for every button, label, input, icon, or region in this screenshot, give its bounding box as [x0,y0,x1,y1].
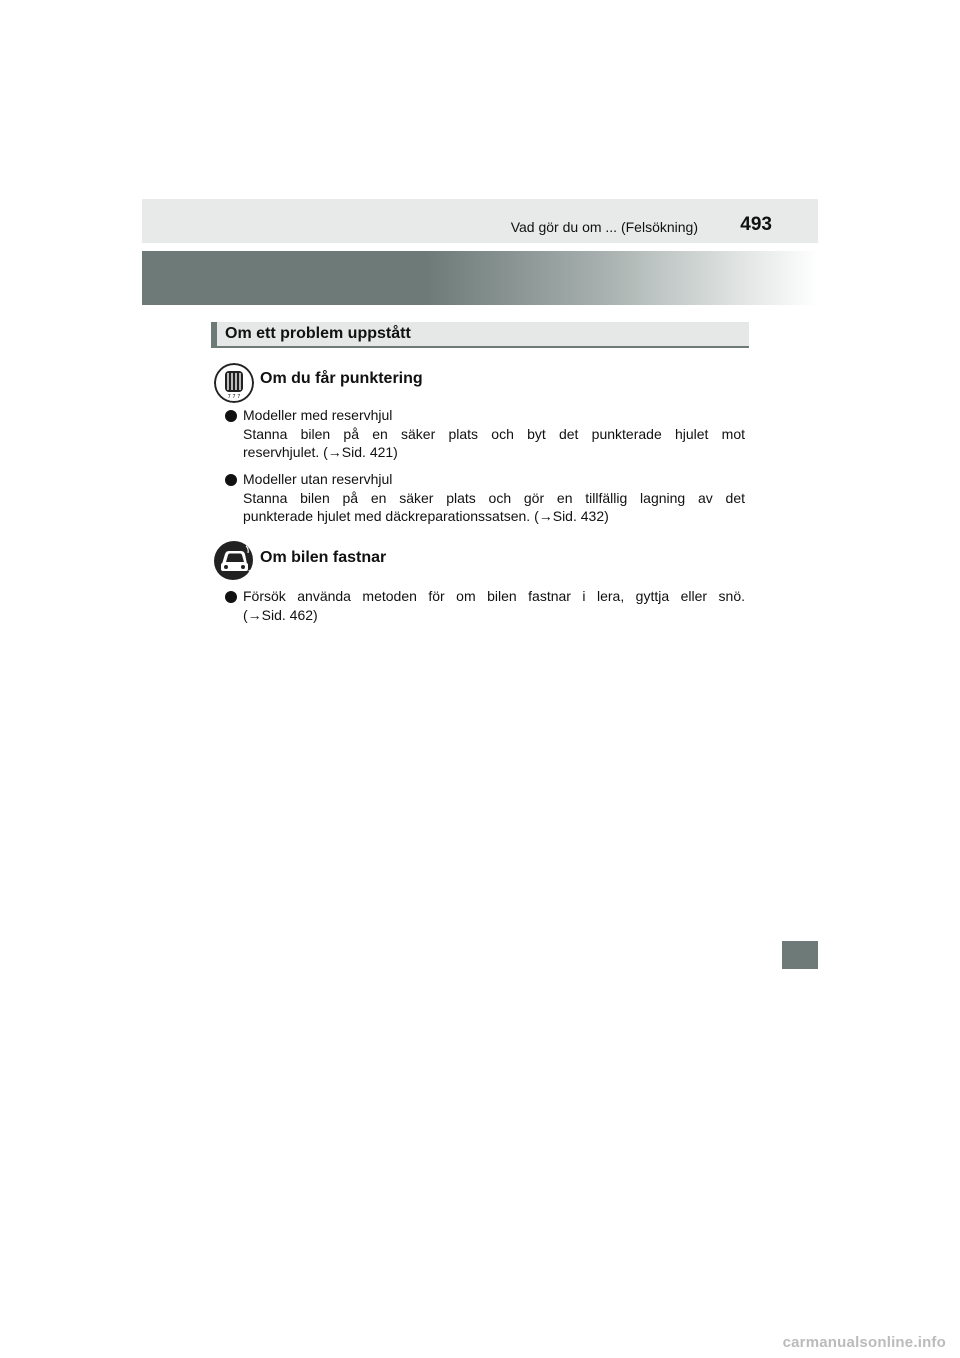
item-text: Stanna bilen på en säker plats och byt det punkterade hjulet mot [243,425,745,442]
stuck-heading: Om bilen fastnar [260,549,387,566]
header-title: Vad gör du om ... (Felsökning) [510,219,698,235]
item-label: Modeller utan reservhjul [243,471,393,487]
page-header [142,199,818,243]
item-text: Stanna bilen på en säker plats och gör en tillfällig lagning av det [243,489,745,506]
svg-text:7 7 7: 7 7 7 [227,394,241,400]
list-item [243,587,745,624]
item-text: (→Sid. 462) [243,606,318,623]
flat-tire-heading: Om du får punktering [260,370,423,387]
chapter-banner [142,251,818,305]
item-text: Försök använda metoden för om bilen fastnar i lera, gyttja eller snö. [243,588,745,604]
stuck-car-icon [213,540,253,580]
section-title: Om ett problem uppstått [225,325,411,342]
bullet-icon [225,474,237,486]
list-item [243,470,745,526]
item-text: punkterade hjulet med däckreparationssatsen. (→Sid. 432) [243,508,609,524]
bullet-icon [225,410,237,422]
watermark: carmanualsonline.info [782,1334,946,1351]
item-label: Modeller med reservhjul [243,407,393,423]
bullet-icon [225,591,237,603]
chapter-tab [782,941,818,969]
page-number: 493 [740,214,772,235]
section-header [211,322,749,348]
list-item [243,406,745,462]
item-text: reservhjulet. (→Sid. 421) [243,444,398,460]
flat-tire-icon [214,363,254,403]
